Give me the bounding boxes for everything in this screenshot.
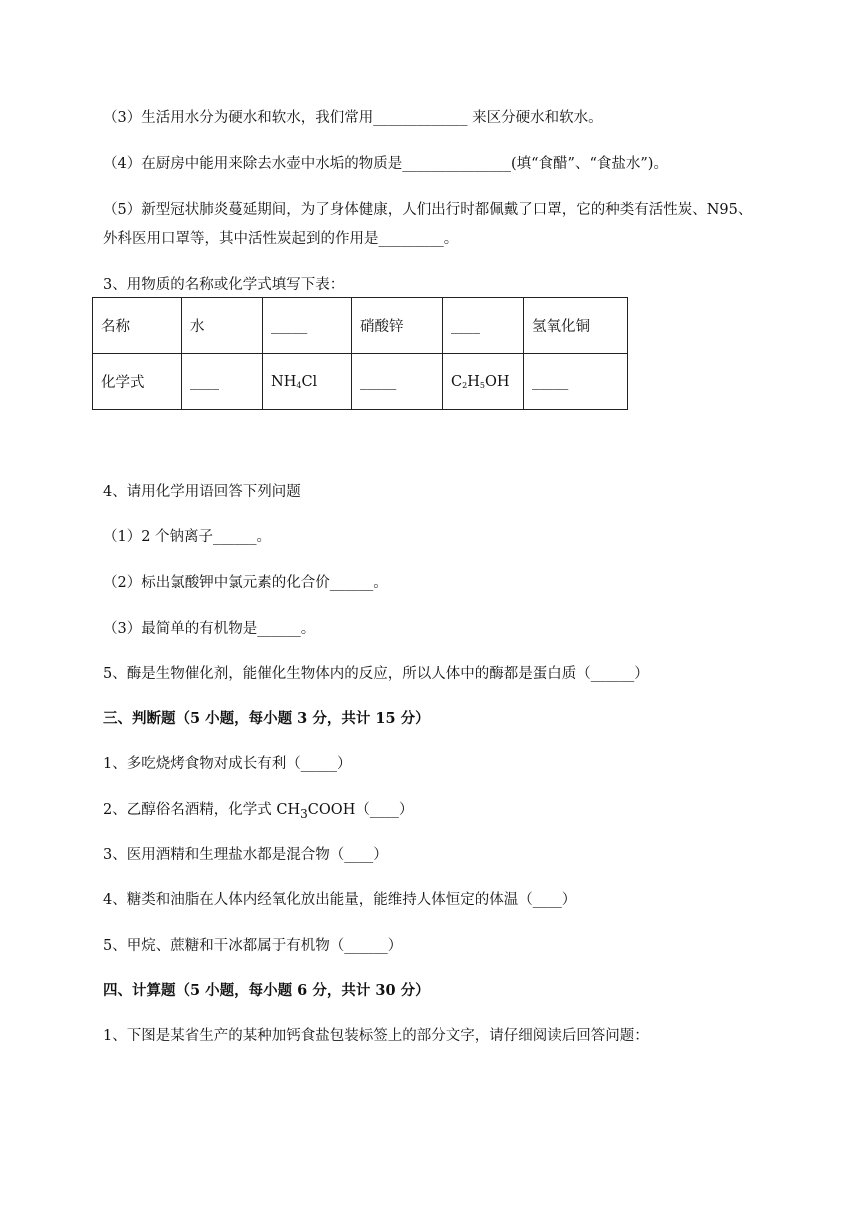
judge-item-3: 3、医用酒精和生理盐水都是混合物（____） <box>103 847 388 863</box>
judge-item-5: 5、甲烷、蔗糖和干冰都属于有机物（______） <box>103 938 403 954</box>
table-cell: 化学式 <box>93 354 182 410</box>
table-cell: _____ <box>524 354 628 410</box>
text: 。 <box>443 231 459 247</box>
section-4-heading: 四、计算题（5 小题，每小题 6 分，共计 30 分） <box>103 982 430 999</box>
table-row <box>93 354 628 410</box>
text: （4）在厨房中能用来除去水壶中水垢的物质是 <box>103 156 403 172</box>
question-4-2: （2）标出氯酸钾中氯元素的化合价______。 <box>103 575 388 591</box>
question-3-title: 3、用物质的名称或化学式填写下表： <box>103 277 345 293</box>
table-cell: ____ <box>443 298 524 354</box>
question-5: 5、酶是生物催化剂，能催化生物体内的反应，所以人体中的酶都是蛋白质（______） <box>103 666 649 682</box>
table-cell-formula: $C_2H_5OH$ <box>443 354 524 410</box>
answer-blank: _________ <box>378 231 444 247</box>
table-cell: 水 <box>182 298 263 354</box>
answer-blank: _______________ <box>402 156 511 172</box>
question-2-5-line2 <box>103 229 458 249</box>
question-4-3: （3）最简单的有机物是______。 <box>103 621 316 637</box>
section-3-heading: 三、判断题（5 小题，每小题 3 分，共计 15 分） <box>103 710 430 727</box>
question-2-5-line1: （5）新型冠状肺炎蔓延期间，为了身体健康，人们出行时都佩戴了口罩，它的种类有活性炭、N95、 <box>103 202 753 218</box>
judge-item-1: 1、多吃烧烤食物对成长有利（_____） <box>103 756 352 772</box>
text: 外科医用口罩等，其中活性炭起到的作用是 <box>103 231 379 247</box>
question-4-1: （1）2 个钠离子______。 <box>103 529 272 545</box>
question-2-3 <box>103 108 603 128</box>
question-4-title: 4、请用化学用语回答下列问题 <box>103 484 301 500</box>
text: 来区分硬水和软水。 <box>467 110 603 126</box>
judge-item-2: 2、乙醇俗名酒精，化学式 $CH_3COOH(\_\_\_\_)$ <box>103 802 414 821</box>
table-cell: 名称 <box>93 298 182 354</box>
table-cell: 氢氧化铜 <box>524 298 628 354</box>
table-cell: 硝酸锌 <box>352 298 443 354</box>
table-cell: _____ <box>352 354 443 410</box>
table-cell: ____ <box>182 354 263 410</box>
question-2-4 <box>103 154 668 174</box>
substance-table <box>92 297 628 410</box>
table-cell-formula: $NH_4Cl$ <box>263 354 352 410</box>
table-cell: _____ <box>263 298 352 354</box>
table-row <box>93 298 628 354</box>
text: （3）生活用水分为硬水和软水，我们常用 <box>103 110 374 126</box>
text: (填“食醋”、“食盐水”)。 <box>510 156 668 172</box>
judge-item-4: 4、糖类和油脂在人体内经氧化放出能量，能维持人体恒定的体温（____） <box>103 892 577 908</box>
calc-item-1: 1、下图是某省生产的某种加钙食盐包装标签上的部分文字，请仔细阅读后回答问题： <box>103 1028 649 1044</box>
answer-blank: _____________ <box>373 110 468 126</box>
